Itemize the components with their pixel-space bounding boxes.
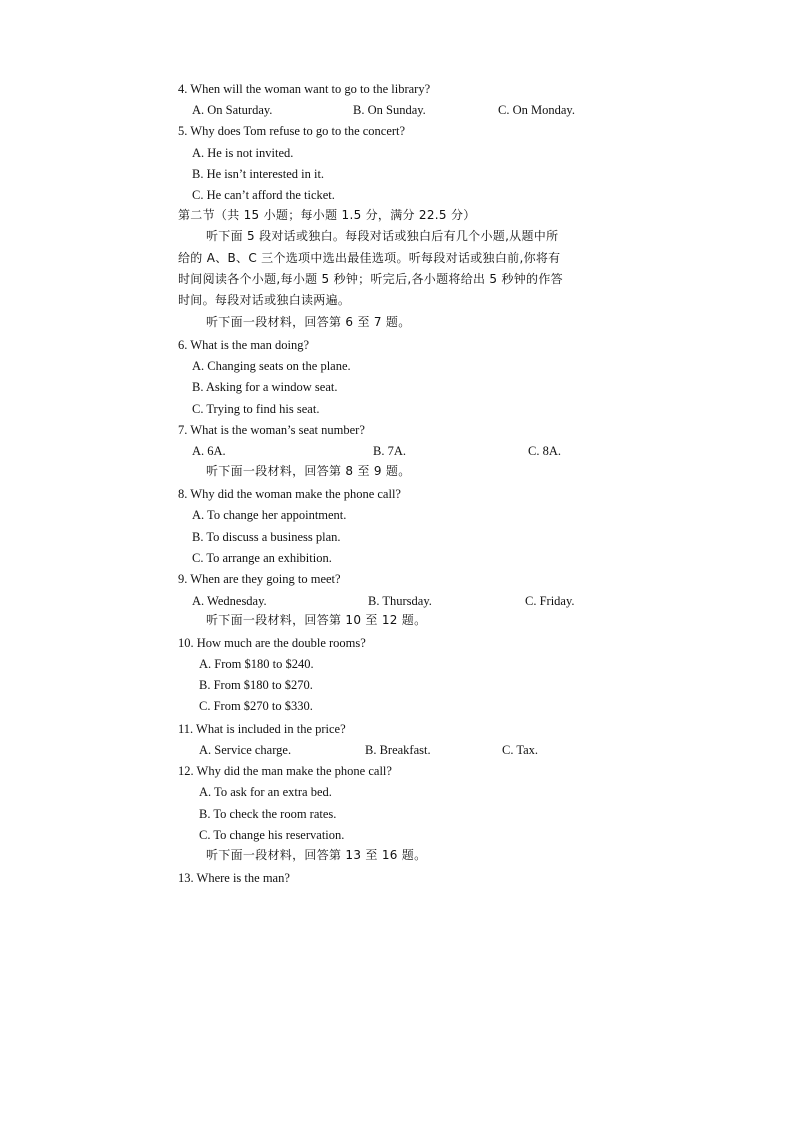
question-11-option-c: C. Tax. (502, 743, 539, 757)
question-5-option-a: A. He is not invited. (192, 146, 294, 160)
question-10-option-b: B. From $180 to $270. (199, 678, 313, 692)
listen-instruction-10-12: 听下面一段材料，回答第 10 至 12 题。 (206, 613, 427, 627)
question-12-option-c: C. To change his reservation. (199, 828, 345, 842)
question-8-stem: 8. Why did the woman make the phone call? (178, 487, 401, 501)
question-4-option-a: A. On Saturday. (192, 103, 273, 117)
question-10-stem: 10. How much are the double rooms? (178, 636, 366, 650)
section-2-instruction-line-3: 时间阅读各个小题,每小题 5 秒钟；听完后,各小题将给出 5 秒钟的作答 (178, 272, 563, 286)
question-7-option-c: C. 8A. (528, 444, 561, 458)
question-8-option-a: A. To change her appointment. (192, 508, 347, 522)
question-6-option-c: C. Trying to find his seat. (192, 402, 320, 416)
question-6-option-b: B. Asking for a window seat. (192, 380, 338, 394)
question-9-option-c: C. Friday. (525, 594, 575, 608)
question-11-option-a: A. Service charge. (199, 743, 292, 757)
section-2-instruction-line-2: 给的 A、B、C 三个选项中选出最佳选项。听每段对话或独白前,你将有 (178, 251, 561, 265)
section-2-title: 第二节（共 15 小题；每小题 1.5 分，满分 22.5 分） (178, 208, 476, 222)
question-7-stem: 7. What is the woman’s seat number? (178, 423, 365, 437)
section-2-instruction-line-1: 听下面 5 段对话或独白。每段对话或独白后有几个小题,从题中所 (206, 229, 559, 243)
question-9-option-a: A. Wednesday. (192, 594, 267, 608)
question-4-option-c: C. On Monday. (498, 103, 575, 117)
listen-instruction-13-16: 听下面一段材料，回答第 13 至 16 题。 (206, 848, 427, 862)
question-13-stem: 13. Where is the man? (178, 871, 290, 885)
question-4-option-b: B. On Sunday. (353, 103, 426, 117)
question-10-option-c: C. From $270 to $330. (199, 699, 313, 713)
listen-instruction-6-7: 听下面一段材料，回答第 6 至 7 题。 (206, 315, 411, 329)
question-10-option-a: A. From $180 to $240. (199, 657, 314, 671)
question-5-stem: 5. Why does Tom refuse to go to the concert? (178, 124, 406, 138)
question-11-stem: 11. What is included in the price? (178, 722, 346, 736)
question-7-option-a: A. 6A. (192, 444, 226, 458)
question-7-option-b: B. 7A. (373, 444, 406, 458)
question-4-stem: 4. When will the woman want to go to the library? (178, 82, 431, 96)
question-9-option-b: B. Thursday. (368, 594, 432, 608)
question-9-stem: 9. When are they going to meet? (178, 572, 341, 586)
question-8-option-b: B. To discuss a business plan. (192, 530, 341, 544)
question-8-option-c: C. To arrange an exhibition. (192, 551, 332, 565)
question-12-stem: 12. Why did the man make the phone call? (178, 764, 392, 778)
question-6-option-a: A. Changing seats on the plane. (192, 359, 351, 373)
question-6-stem: 6. What is the man doing? (178, 338, 309, 352)
listen-instruction-8-9: 听下面一段材料，回答第 8 至 9 题。 (206, 464, 411, 478)
section-2-instruction-line-4: 时间。每段对话或独白读两遍。 (178, 293, 351, 307)
question-12-option-a: A. To ask for an extra bed. (199, 785, 332, 799)
question-5-option-b: B. He isn’t interested in it. (192, 167, 325, 181)
question-12-option-b: B. To check the room rates. (199, 807, 337, 821)
question-11-option-b: B. Breakfast. (365, 743, 431, 757)
question-5-option-c: C. He can’t afford the ticket. (192, 188, 335, 202)
